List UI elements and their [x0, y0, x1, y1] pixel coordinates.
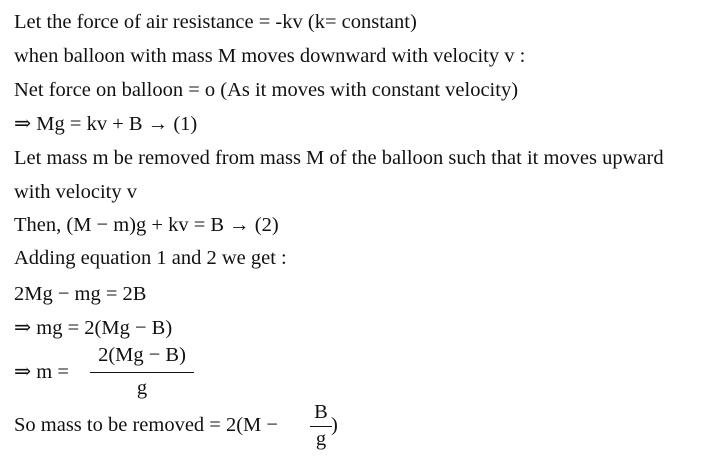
- text-line-remove-mass: Let mass m be removed from mass M of the balloon such that it moves upward: [14, 147, 664, 169]
- fraction-m-bar: [90, 372, 194, 373]
- text-line-adding-equations: Adding equation 1 and 2 we get :: [14, 247, 287, 269]
- text-line-velocity-v: with velocity v: [14, 181, 137, 203]
- text-line-downward-motion: when balloon with mass M moves downward with velocity v :: [14, 45, 526, 67]
- equation-sum: 2Mg − mg = 2B: [14, 283, 147, 305]
- final-closing-paren: ): [331, 414, 338, 436]
- fraction-m-numerator: 2(Mg − B): [98, 344, 186, 366]
- fraction-m-denominator: g: [136, 377, 148, 399]
- fraction-b-denominator: g: [315, 428, 327, 450]
- fraction-b-numerator: B: [314, 401, 328, 423]
- equation-m-lhs: ⇒ m =: [14, 361, 69, 383]
- text-line-final-answer: So mass to be removed = 2(M −: [14, 414, 278, 436]
- text-line-air-resistance: Let the force of air resistance = -kv (k= constant): [14, 11, 417, 33]
- fraction-b-over-g: [310, 400, 332, 451]
- equation-1: ⇒ Mg = kv + B → (1): [14, 113, 198, 135]
- equation-2: Then, (M − m)g + kv = B → (2): [14, 214, 279, 236]
- equation-mg: ⇒ mg = 2(Mg − B): [14, 317, 173, 339]
- fraction-m: [90, 343, 194, 400]
- text-line-net-force: Net force on balloon = o (As it moves with constant velocity): [14, 79, 519, 101]
